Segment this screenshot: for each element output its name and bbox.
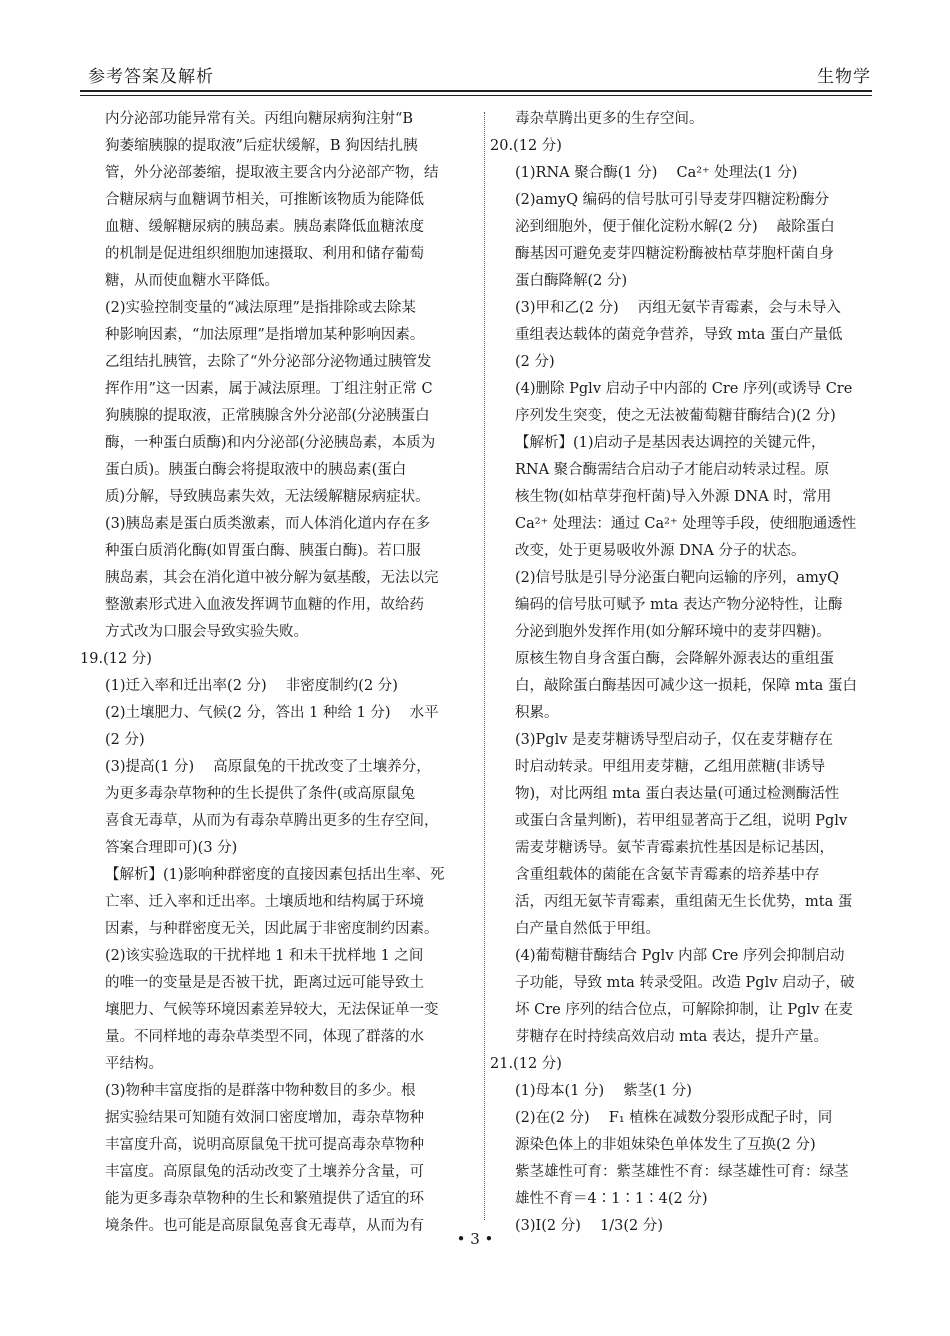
text-line: 血糖、缓解糖尿病的胰岛素。胰岛素降低血糖浓度 (105, 219, 424, 235)
header-title: 参考答案及解析 (88, 67, 214, 87)
text-line: 核生物(如枯草芽孢杆菌)导入外源 DNA 时，常用 (515, 489, 832, 505)
column-divider (484, 112, 485, 1220)
text-line: (3)物种丰富度指的是群落中物种数目的多少。根 (105, 1083, 416, 1099)
text-line: (3)提高(1 分) 高原鼠兔的干扰改变了土壤养分， (105, 759, 431, 775)
text-line: 毒杂草腾出更多的生存空间。 (515, 111, 704, 127)
text-line: 或蛋白含量判断)，若甲组显著高于乙组，说明 Pglv (515, 813, 848, 829)
text-line: 丰富度升高，说明高原鼠兔干扰可提高毒杂草物种 (105, 1137, 424, 1153)
text-line: 为更多毒杂草物种的生长提供了条件(或高原鼠兔 (105, 786, 416, 802)
text-line: 喜食无毒草，从而为有毒杂草腾出更多的生存空间， (105, 813, 439, 829)
left-column (80, 106, 476, 1240)
header-rule-thin (80, 95, 872, 96)
text-line: 原核生物自身含蛋白酶，会降解外源表达的重组蛋 (515, 651, 834, 667)
text-line: (2 分) (105, 732, 145, 748)
text-line: 芽糖存在时持续高效启动 mta 表达，提升产量。 (515, 1029, 828, 1045)
text-line: 活，丙组无氨苄青霉素，重组菌无生长优势，mta 蛋 (515, 894, 853, 910)
text-line: 亡率、迁入率和迁出率。土壤质地和结构属于环境 (105, 894, 424, 910)
text-line: (2)在(2 分) F₁ 植株在减数分裂形成配子时，同 (515, 1110, 833, 1126)
text-line: RNA 聚合酶需结合启动子才能启动转录过程。原 (515, 462, 830, 478)
text-line: 乙组结扎胰管，去除了“外分泌部分泌物通过胰管发 (105, 354, 432, 370)
text-line: 源染色体上的非姐妹染色单体发生了互换(2 分) (515, 1137, 816, 1153)
text-line: (2)amyQ 编码的信号肽可引导麦芽四糖淀粉酶分 (515, 192, 830, 208)
text-line: 20.(12 分) (490, 138, 562, 154)
header-rule-thick (80, 90, 872, 92)
text-line: 种影响因素，“加法原理”是指增加某种影响因素。 (105, 327, 425, 343)
text-line: 能为更多毒杂草物种的生长和繁殖提供了适宜的环 (105, 1191, 424, 1207)
text-line: 境条件。也可能是高原鼠兔喜食无毒草，从而为有 (105, 1218, 424, 1234)
text-line: (3)甲和乙(2 分) 丙组无氨苄青霉素，会与未导入 (515, 300, 841, 316)
text-line: 答案合理即可)(3 分) (105, 840, 238, 856)
text-line: (4)删除 Pglv 启动子中内部的 Cre 序列(或诱导 Cre (515, 381, 853, 397)
text-line: 21.(12 分) (490, 1056, 562, 1072)
text-line: 泌到细胞外，便于催化淀粉水解(2 分) 敲除蛋白 (515, 219, 835, 235)
text-line: 壤肥力、气候等环境因素差异较大，无法保证单一变 (105, 1002, 439, 1018)
page-header (86, 62, 871, 90)
text-line: 量。不同样地的毒杂草类型不同，体现了群落的水 (105, 1029, 424, 1045)
text-line: 白产量自然低于甲组。 (515, 921, 660, 937)
text-line: 酶基因可避免麦芽四糖淀粉酶被枯草芽胞杆菌自身 (515, 246, 834, 262)
text-line: (3)胰岛素是蛋白质类激素，而人体消化道内存在多 (105, 516, 431, 532)
header-subject: 生物学 (817, 67, 871, 87)
text-line: 蛋白质)。胰蛋白酶会将提取液中的胰岛素(蛋白 (105, 462, 407, 478)
text-line: (2)实验控制变量的“减法原理”是指排除或去除某 (105, 300, 416, 316)
text-line: 时启动转录。甲组用麦芽糖，乙组用蔗糖(非诱导 (515, 759, 826, 775)
text-line: 物)，对比两组 mta 蛋白表达量(可通过检测酶活性 (515, 786, 840, 802)
text-line: 19.(12 分) (80, 651, 152, 667)
text-line: 酶，一种蛋白质酶)和内分泌部(分泌胰岛素，本质为 (105, 435, 436, 451)
text-line: 整激素形式进入血液发挥调节血糖的作用，故给药 (105, 597, 424, 613)
text-line: 种蛋白质消化酶(如胃蛋白酶、胰蛋白酶)。若口服 (105, 543, 421, 559)
text-line: 合糖尿病与血糖调节相关，可推断该物质为能降低 (105, 192, 424, 208)
text-line: (1)迁入率和迁出率(2 分) 非密度制约(2 分) (105, 678, 398, 694)
text-line: (2)信号肽是引导分泌蛋白靶向运输的序列，amyQ (515, 570, 840, 586)
text-line: 方式改为口服会导致实验失败。 (105, 624, 308, 640)
text-line: 的唯一的变量是是否被干扰，距离过远可能导致土 (105, 975, 424, 991)
text-line: 序列发生突变，使之无法被葡萄糖苷酶结合)(2 分) (515, 408, 836, 424)
text-line: 丰富度。高原鼠兔的活动改变了土壤养分含量，可 (105, 1164, 424, 1180)
text-line: 据实验结果可知随有效洞口密度增加，毒杂草物种 (105, 1110, 424, 1126)
text-line: (4)葡萄糖苷酶结合 Pglv 内部 Cre 序列会抑制启动 (515, 948, 845, 964)
text-line: 【解析】(1)启动子是基因表达调控的关键元件， (515, 435, 826, 451)
text-line: 需麦芽糖诱导。氨苄青霉素抗性基因是标记基因， (515, 840, 834, 856)
text-line: 坏 Cre 序列的结合位点，可解除抑制，让 Pglv 在麦 (515, 1002, 853, 1018)
text-line: (2 分) (515, 354, 555, 370)
text-line: 子功能，导致 mta 转录受阻。改造 Pglv 启动子，破 (515, 975, 855, 991)
text-line: 【解析】(1)影响种群密度的直接因素包括出生率、死 (105, 867, 445, 883)
text-line: (1)RNA 聚合酶(1 分) Ca²⁺ 处理法(1 分) (515, 165, 798, 181)
text-line: (3)Ⅰ(2 分) 1/3(2 分) (515, 1218, 664, 1234)
text-line: 因素，与种群密度无关，因此属于非密度制约因素。 (105, 921, 439, 937)
text-line: (2)该实验选取的干扰样地 1 和未干扰样地 1 之间 (105, 948, 424, 964)
text-line: 内分泌部功能异常有关。丙组向糖尿病狗注射“B (105, 111, 414, 127)
text-line: 管，外分泌部萎缩，提取液主要含内分泌部产物，结 (105, 165, 439, 181)
text-line: 狗萎缩胰腺的提取液”后症状缓解，B 狗因结扎胰 (105, 138, 418, 154)
text-line: 重组表达载体的菌竞争营养，导致 mta 蛋白产量低 (515, 327, 843, 343)
text-line: 的机制是促进组织细胞加速摄取、利用和储存葡萄 (105, 246, 424, 262)
text-line: 胰岛素，其会在消化道中被分解为氨基酸，无法以完 (105, 570, 439, 586)
text-line: 蛋白酶降解(2 分) (515, 273, 628, 289)
text-line: 平结构。 (105, 1056, 163, 1072)
text-line: 白，敲除蛋白酶基因可减少这一损耗，保障 mta 蛋白 (515, 678, 857, 694)
text-line: (1)母本(1 分) 紫茎(1 分) (515, 1083, 692, 1099)
text-line: 挥作用”这一因素，属于减法原理。丁组注射正常 C (105, 381, 433, 397)
text-line: 含重组载体的菌能在含氨苄青霉素的培养基中存 (515, 867, 820, 883)
text-line: 质)分解，导致胰岛素失效，无法缓解糖尿病症状。 (105, 489, 430, 505)
text-line: 雄性不育＝4∶1∶1∶4(2 分) (515, 1191, 708, 1207)
text-line: 积累。 (515, 705, 559, 721)
text-line: 编码的信号肽可赋予 mta 表达产物分泌特性，让酶 (515, 597, 843, 613)
text-line: Ca²⁺ 处理法：通过 Ca²⁺ 处理等手段，使细胞通透性 (515, 516, 857, 532)
text-line: 糖，从而使血糖水平降低。 (105, 273, 279, 289)
text-line: 紫茎雄性可育：紫茎雄性不育：绿茎雄性可育：绿茎 (515, 1164, 849, 1180)
page-number: • 3 • (456, 1230, 494, 1248)
text-line: (3)Pglv 是麦芽糖诱导型启动子，仅在麦芽糖存在 (515, 732, 834, 748)
text-line: 狗胰腺的提取液，正常胰腺含外分泌部(分泌胰蛋白 (105, 408, 430, 424)
text-line: 分泌到胞外发挥作用(如分解环境中的麦芽四糖)。 (515, 624, 831, 640)
right-column (490, 106, 882, 1240)
text-line: (2)土壤肥力、气候(2 分，答出 1 种给 1 分) 水平 (105, 705, 439, 721)
text-line: 改变，处于更易吸收外源 DNA 分子的状态。 (515, 543, 806, 559)
